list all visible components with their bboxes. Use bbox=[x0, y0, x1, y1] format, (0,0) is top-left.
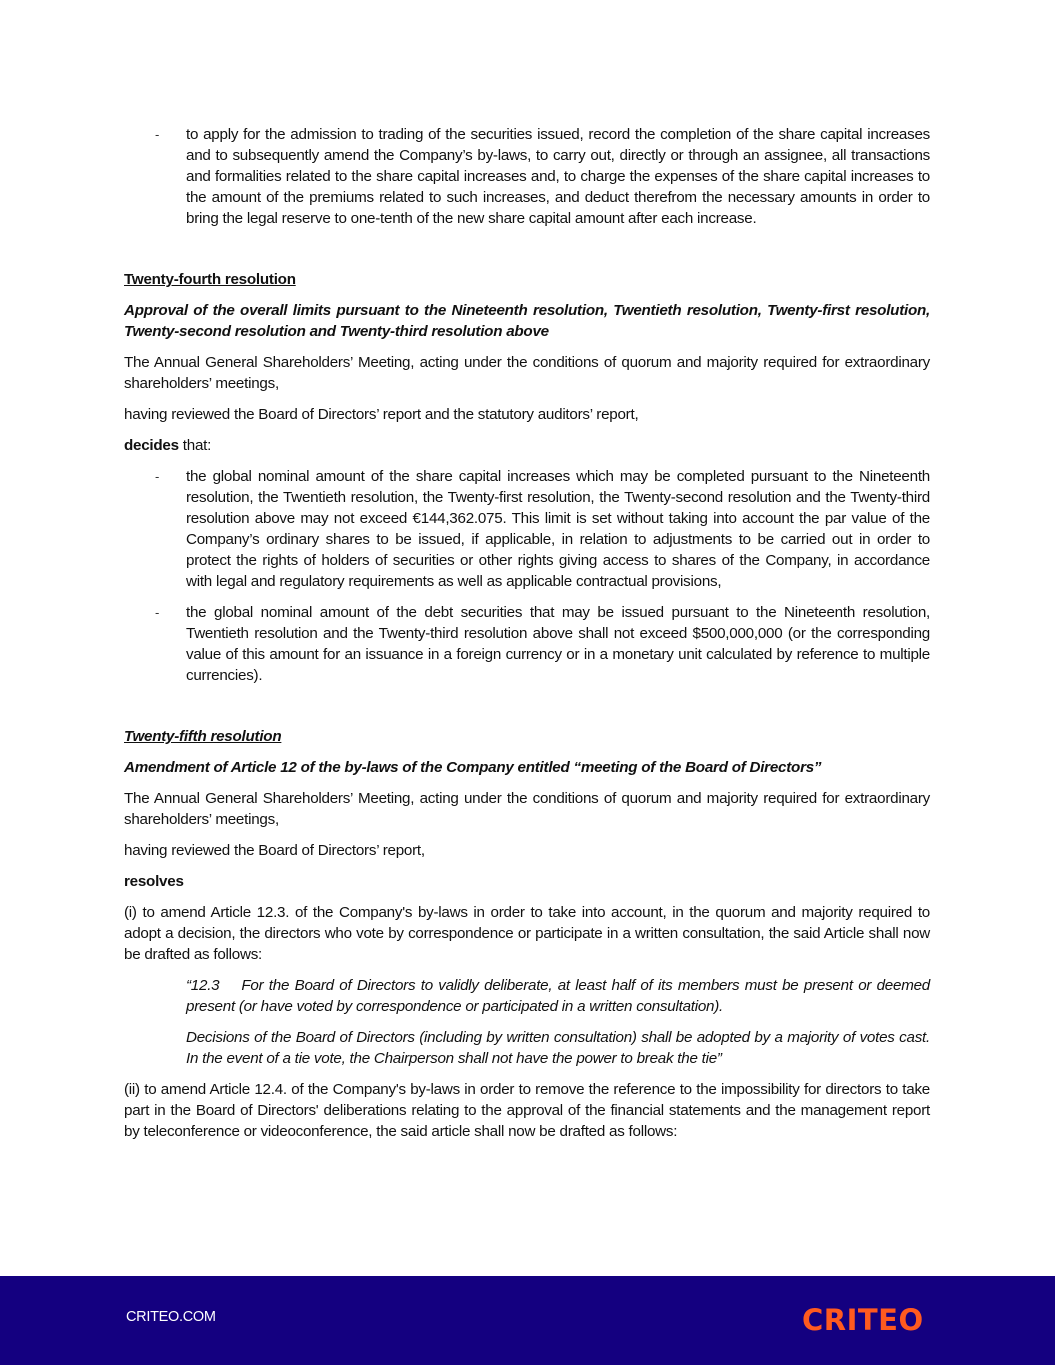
resolution-25-heading: Twenty-fifth resolution bbox=[124, 728, 282, 745]
resolution-24-heading: Twenty-fourth resolution bbox=[124, 271, 296, 288]
bullet-dash: - bbox=[155, 469, 160, 484]
spacer bbox=[124, 696, 930, 726]
resolution-25-item-ii: (ii) to amend Article 12.4. of the Company's by-laws in order to remove the reference to the impossibility for directors to take part in the Board of Directors' deliberations relating to the approval of the financial statements and the management report by teleconference or videoconference, the said article shall now be drafted as follows: bbox=[124, 1081, 930, 1140]
article-12-3-quote-2: Decisions of the Board of Directors (including by written consultation) shall be adopted by a majority of votes cast. In the event of a tie vote, the Chairperson shall not have the power to break the tie” bbox=[186, 1029, 930, 1067]
bullet-text: to apply for the admission to trading of the securities issued, record the completion of the share capital increases and to subsequently amend the Company’s by-laws, to carry out, directly or through an assignee, all transactions and formalities related to the share capital increases and, to charge the expenses of the share capital increases to the amount of the premiums related to such increases, and deduct therefrom the necessary amounts in order to bring the legal reserve to one-tenth of the new share capital amount after each increase. bbox=[186, 126, 930, 227]
page-footer bbox=[0, 1276, 1055, 1365]
bullet-dash: - bbox=[155, 605, 160, 620]
article-number: “12.3 bbox=[186, 977, 220, 994]
resolution-25-subheading: Amendment of Article 12 of the by-laws of the Company entitled “meeting of the Board of Directors” bbox=[124, 759, 822, 776]
bullet-text: the global nominal amount of the share capital increases which may be completed pursuant to the Nineteenth resolution, the Twentieth resolution, the Twenty-first resolution, the Twenty-second resolution and the Twenty-third resolution above may not exceed €144,362.075. This limit is set without taking into account the par value of the Company’s ordinary shares to be issued, if applicable, in relation to adjustments to be carried out in order to protect the rights of holders of securities or other rights giving access to shares of the Company, in accordance with legal and regulatory requirements as well as applicable contractual provisions, bbox=[186, 468, 930, 590]
resolves-bold: resolves bbox=[124, 873, 184, 890]
list-item bbox=[124, 466, 930, 592]
resolution-24-subheading: Approval of the overall limits pursuant to the Nineteenth resolution, Twentieth resolution, Twenty-first resolution, Twenty-second resolution and Twenty-third resolution above bbox=[124, 302, 930, 340]
list-item bbox=[124, 602, 930, 686]
article-text: For the Board of Directors to validly deliberate, at least half of its members must be present or deemed present (or have voted by correspondence or participated in a written consultation). bbox=[186, 977, 930, 1015]
resolution-25-para1: The Annual General Shareholders’ Meeting, acting under the conditions of quorum and majority required for extraordinary shareholders’ meetings, bbox=[124, 790, 930, 828]
spacer bbox=[124, 239, 930, 269]
resolution-24-decides bbox=[124, 435, 930, 456]
article-12-3-quote bbox=[124, 975, 930, 1017]
bullet-text: the global nominal amount of the debt securities that may be issued pursuant to the Nineteenth resolution, Twentieth resolution and the Twenty-third resolution above shall not exceed $500,000,000 (or the corresponding value of this amount for an issuance in a foreign currency or in a monetary unit calculated by reference to multiple currencies). bbox=[186, 604, 930, 684]
resolution-25-resolves bbox=[124, 871, 930, 892]
resolution-24-para1: The Annual General Shareholders’ Meeting, acting under the conditions of quorum and majority required for extraordinary shareholders’ meetings, bbox=[124, 354, 930, 392]
document-body bbox=[124, 124, 930, 1152]
website-link[interactable]: CRITEO.COM bbox=[126, 1309, 216, 1325]
list-item bbox=[124, 124, 930, 229]
bullet-dash: - bbox=[155, 127, 160, 142]
resolution-25-para2: having reviewed the Board of Directors’ report, bbox=[124, 842, 425, 859]
resolution-24-para2: having reviewed the Board of Directors’ report and the statutory auditors’ report, bbox=[124, 406, 639, 423]
decides-rest: that: bbox=[178, 437, 212, 454]
criteo-logo: CRITEO bbox=[802, 1303, 924, 1337]
resolution-25-item-i: (i) to amend Article 12.3. of the Company's by-laws in order to take into account, in the quorum and majority required to adopt a decision, the directors who vote by correspondence or participate in a written consultation, the said Article shall now be drafted as follows: bbox=[124, 904, 930, 963]
decides-bold: decides bbox=[124, 437, 179, 454]
